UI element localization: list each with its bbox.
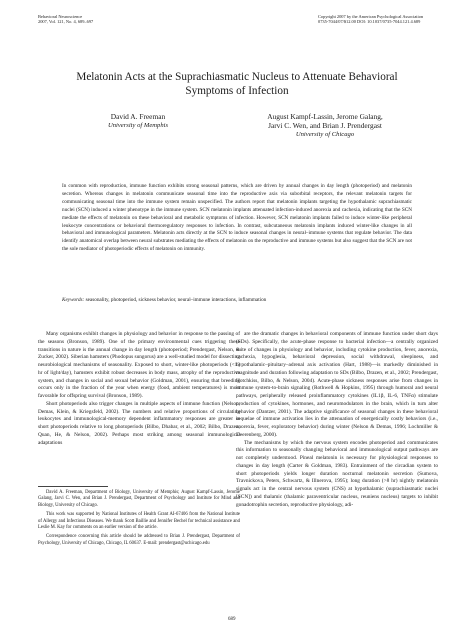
body-column-left	[38, 331, 240, 447]
journal-header-right	[318, 14, 423, 25]
footnote: Correspondence concerning this article should be addressed to Brian J. Prendergast, Department of Psychology, University of Chicago, Chicago, IL 60637. E-mail: prendergast@uchicago.edu	[38, 534, 240, 546]
body-paragraph: are the dramatic changes in behavioral components of immune function under short days (SDs). Specifically, the acute-phase response to bacterial infection—a centrally organized suite of changes in physiology and behavior, including cytokine production, fever, anorexia, cachexia, hypoglesia, behavioral depression, social withdrawal, sleepiness, and hypothalamic–pituitary–adrenal axis activation (Hart, 1988)—is markedly diminished in magnitude and duration following adaptation to SDs (Bilbo, Drazen, et al., 2002; Prendergast, Hotchkiss, Bilbo, & Nelson, 2004). Acute-phase sickness responses arise from changes in immune system-to-brain signaling (Rothwell & Hopkins, 1995) through humoral and neural pathways, peripherally released proinflammatory cytokines (IL1β, IL-6, TNFα) stimulate production of cytokines, hormones, and neuromodulators in the brain, which in turn alter behavior (Dantzer, 2001). The adaptive significance of seasonal changes in these behavioral sequelae of immune activation lies in the attenuation of energetically costly behaviors (i.e., anorexia, fever, exploratory behavior) during winter (Nelson & Demas, 1996; Lochmiller & Deerenberg, 2000).	[236, 331, 438, 438]
journal-header-left	[38, 14, 93, 25]
author-names-line-2: Jarvi C. Wen, and Brian J. Prendergast	[268, 121, 382, 130]
page-number: 689	[228, 617, 236, 622]
keywords	[62, 297, 412, 304]
body-paragraph: The mechanisms by which the nervous system encodes photoperiod and communicates this information to seasonally changing behavioral and immunological output pathways are not completely understood. Pineal melatonin is necessary for physiological responses to changes in day length (Carter & Goldman, 1983). Entrainment of the circadian system to short photoperiods yields longer duration nocturnal melatonin secretion (Sumova, Travnickova, Peters, Schwartz, & Illnerova, 1995); long duration (>8 hr) nightly melatonin signals act in the central nervous system (CNS) at hypothalamic (suprachiasmatic nuclei [SCN]) and thalamic (thalamic paraventricular nucleus, reuniens nucleus) targets to inhibit gonadotrophin secretion, reproductive physiology, adi-	[236, 439, 438, 508]
copyright-notice: Copyright 2007 by the American Psychological Association	[318, 14, 424, 19]
body-column-right	[236, 331, 438, 509]
paper-title	[30, 70, 444, 98]
author-block-right	[235, 112, 415, 139]
author-names-line-1: August Kampf-Lassin, Jerome Galang,	[267, 112, 383, 121]
author-names: David A. Freeman	[110, 112, 166, 121]
footnote: David A. Freeman, Department of Biology, University of Memphis; August Kampf-Lassin, Jerome Galang, Jarvi C. Wen, and Brian J. Prendergast, Department of Psychology and Institute for Mind and Biology, University of Chicago.	[38, 490, 240, 508]
body-paragraph: Short photoperiods also trigger changes in multiple aspects of immune function (Nelson, Demas, Klein, & Kriegsfeld, 2002). The numbers and relative proportions of circulating leukocytes and immunological-memory dependent inflammatory responses are greater in short photoperiods relative to long photoperiods (Bilbo, Dhabar, et al., 2002; Bilbo, Drazen, Quan, He, & Nelson, 2002). Perhaps most striking among seasonal immunological adaptations	[38, 400, 240, 446]
doi-line: 0735-7044/07/$12.00 DOI: 10.1037/0735-7044.121.4.689	[318, 19, 421, 25]
keywords-label: Keywords:	[62, 297, 85, 303]
footnote: This work was supported by National Institutes of Health Grant AI-67406 from the National Institute of Allergy and Infectious Diseases. We thank Scott Baillie and Jennifer Bechel for technical assistance and Leslie M. Kay for comments on an earlier version of the article.	[38, 512, 240, 531]
footnote-divider	[38, 486, 108, 487]
author-block-left	[78, 112, 198, 130]
journal-name: Behavioral Neuroscience	[38, 14, 83, 19]
journal-volume: 2007, Vol. 121, No. 4, 689–697	[38, 19, 94, 25]
abstract: In common with reproduction, immune function exhibits strong seasonal patterns, which are driven by annual changes in day length (photoperiod) and melatonin secretion. Whereas changes in melatonin communicate seasonal time into the reproductive axis via suborbital receptors, the relevant melatonin targets for communicating seasonal time into the immune system remain unspecified. The authors report that melatonin implants targeting the hypothalamic suprachiasmatic nuclei (SCN) induced a winter phenotype in the immune system. SCN melatonin implants attenuated infection-induced anorexia and cachexia, indicating that the SCN mediate the effects of melatonin on these behavioral and metabolic symptoms of infection. However, SCN melatonin implants failed to induce winter-like peripheral leukocyte concentrations or behavioral thermoregulatory responses to infection. In contrast, subcutaneous melatonin implants induced winter-like changes in all behavioral and immunological parameters. Melatonin acts directly at the SCN to induce seasonal changes in neural–immune systems that regulate behavior. The data identify anatomical overlap between neural substrates mediating the effects of melatonin on the reproductive and immune systems but also suggest that the SCN are not the sole mediator of photoperiodic effects of melatonin on immunity.	[62, 183, 412, 253]
keywords-list: seasonality, photoperiod, sickness behavior, neural–immune interactions, inflammation	[85, 297, 267, 303]
title-line-2: Symptoms of Infection	[185, 85, 289, 97]
title-line-1: Melatonin Acts at the Suprachiasmatic Nucleus to Attenuate Behavioral	[76, 71, 398, 83]
footnotes	[38, 490, 240, 550]
author-affiliation: University of Memphis	[107, 122, 169, 129]
author-affiliation: University of Chicago	[295, 131, 355, 138]
body-paragraph: Many organisms exhibit changes in physiology and behavior in response to the passing of the seasons (Bronson, 1989). One of the primary environmental cues triggering these transitions in nature is the annual change in day length (photoperiod; Prendergast, Nelson, & Zucker, 2002). Siberian hamsters (Phodopus sungorus) are a well-studied model for dissecting neurobiological mechanisms of seasonality. Exposed to short, winter-like photoperiods (<13 hr of light/day), hamsters exhibit robust decreases in body mass, atrophy of the reproductive system, and changes in social and sexual behavior (Goldman, 2001), ensuring that breeding occurs only in the fraction of the year when energy (food, ambient temperatures) is most favorable for offspring survival (Bronson, 1989).	[38, 331, 240, 399]
